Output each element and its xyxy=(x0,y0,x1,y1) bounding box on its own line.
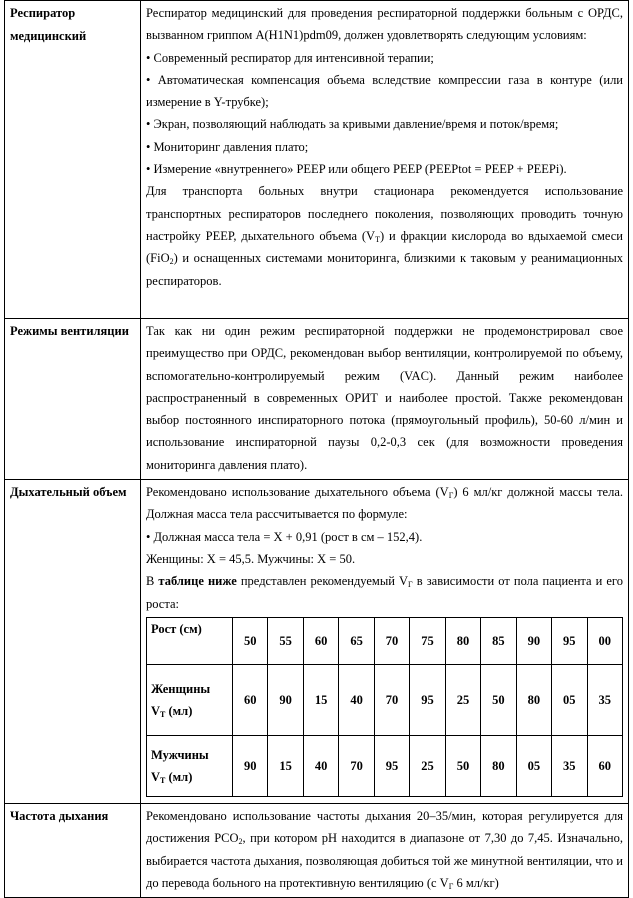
men-volume-cell: 35 xyxy=(552,735,587,796)
paragraph: Женщины: Х = 45,5. Мужчины: Х = 50. xyxy=(146,551,356,566)
height-cell: 85 xyxy=(481,617,516,664)
height-cell: 00 xyxy=(587,617,622,664)
men-volume-cell: 50 xyxy=(445,735,480,796)
row-content-respirator xyxy=(141,1,629,319)
row-label-rate: Частота дыхания xyxy=(5,804,141,898)
bullet-item: • Современный респиратор для интенсивной терапии; xyxy=(146,50,434,65)
paragraph: Респиратор медицинский для проведения респираторной поддержки больным с ОРДС, вызванном гриппом A(H1N1)pdm09, должен удовлетворять следующим условиям: xyxy=(146,6,623,43)
women-volume-cell: 15 xyxy=(303,664,338,735)
height-cell: 75 xyxy=(410,617,445,664)
row-label-respirator: Респиратор медицинский xyxy=(5,1,141,319)
men-volume-cell: 90 xyxy=(233,735,268,796)
bullet-item: • Экран, позволяющий наблюдать за кривыми давление/время и поток/время; xyxy=(146,117,559,132)
row-respirator xyxy=(5,1,629,319)
bullet-item: • Мониторинг давления плато; xyxy=(146,139,309,154)
men-volume-cell: 05 xyxy=(516,735,551,796)
women-volume-cell: 70 xyxy=(374,664,409,735)
bullet-item: • Должная масса тела = Х + 0,91 (рост в см – 152,4). xyxy=(146,529,423,544)
men-volume-cell: 80 xyxy=(481,735,516,796)
height-cell: 55 xyxy=(268,617,303,664)
clinical-recommendations-table xyxy=(4,0,629,898)
height-cell: 65 xyxy=(339,617,374,664)
men-volume-cell: 70 xyxy=(339,735,374,796)
men-header: Мужчины $V_T$ (мл) xyxy=(147,735,233,796)
paragraph: Рекомендовано использование дыхательного объема $(V_Г)$ 6 мл/кг должной массы тела. Должная масса тела рассчитывается по формуле: xyxy=(146,485,623,522)
women-volume-cell: 90 xyxy=(268,664,303,735)
row-content-rate xyxy=(141,804,629,898)
row-respiratory-rate xyxy=(5,804,629,898)
row-label-ventilation: Режимы вентиляции xyxy=(5,319,141,480)
bullet-item: • Измерение «внутреннего» PEEP или общего PEEP (PEEPtot = PEEP + PEEPi). xyxy=(146,162,567,177)
paragraph-transport: Для транспорта больных внутри стационара рекомендуется использование транспортных респираторов последнего поколения, позволяющих проводить точную настройку PEEP, дыхательного объема $(V_T)$ и фракции кислорода во вдыхаемой смеси (FiO$_2$) и оснащенных системами мониторинга, близкими к таковым у реанимационных респираторов. xyxy=(146,184,623,288)
height-cell: 80 xyxy=(445,617,480,664)
height-cell: 90 xyxy=(516,617,551,664)
tidal-volume-table xyxy=(146,617,623,797)
men-volume-cell: 40 xyxy=(303,735,338,796)
bullet-item: • Автоматическая компенсация объема вследствие компрессии газа в контуре (или измерение в Y-трубке); xyxy=(146,72,623,110)
women-volume-cell: 60 xyxy=(233,664,268,735)
height-row xyxy=(147,617,623,664)
row-ventilation-modes xyxy=(5,319,629,480)
men-volume-cell: 15 xyxy=(268,735,303,796)
women-volume-cell: 95 xyxy=(410,664,445,735)
row-content-ventilation xyxy=(141,319,629,480)
paragraph: Рекомендовано использование частоты дыхания 20–35/мин, которая регулируется для достижения $PCO_2$, при котором pH находится в диапазоне от 7,30 до 7,45. Изначально, выбирается частота дыхания, позволяющая добиться той же минутной вентиляции, что и до перевода больного на протективную вентиляцию (с $V_Г$ 6 мл/кг) xyxy=(146,809,623,891)
paragraph: Так как ни один режим респираторной поддержки не продемонстрировал свое преимущество при ОРДС, рекомендован выбор вентиляции, контролируемой по объему, вспомогательно-контролируемый режим (VAC). Данный режим наиболее распространенный в современных ОРИТ и наиболее простой. Также рекомендован выбор постоянного инспираторного потока (прямоугольный профиль), 50-60 л/мин и использование инспираторной паузы 0,2-0,3 сек (для возможности проведения мониторинга давления плато). xyxy=(146,324,623,472)
women-row xyxy=(147,664,623,735)
women-volume-cell: 05 xyxy=(552,664,587,735)
women-volume-cell: 40 xyxy=(339,664,374,735)
women-volume-cell: 25 xyxy=(445,664,480,735)
row-content-volume xyxy=(141,480,629,804)
height-cell: 50 xyxy=(233,617,268,664)
men-volume-cell: 95 xyxy=(374,735,409,796)
men-volume-cell: 60 xyxy=(587,735,622,796)
women-volume-cell: 80 xyxy=(516,664,551,735)
row-tidal-volume xyxy=(5,480,629,804)
women-volume-cell: 50 xyxy=(481,664,516,735)
height-header: Рост (см) xyxy=(147,617,233,664)
women-header: Женщины $V_T$ (мл) xyxy=(147,664,233,735)
paragraph: В таблице ниже представлен рекомендуемый $V_Г$ в зависимости от пола пациента и его роста: xyxy=(146,574,623,611)
men-volume-cell: 25 xyxy=(410,735,445,796)
men-row xyxy=(147,735,623,796)
height-cell: 70 xyxy=(374,617,409,664)
row-label-volume: Дыхательный объем xyxy=(5,480,141,804)
height-cell: 95 xyxy=(552,617,587,664)
women-volume-cell: 35 xyxy=(587,664,622,735)
height-cell: 60 xyxy=(303,617,338,664)
